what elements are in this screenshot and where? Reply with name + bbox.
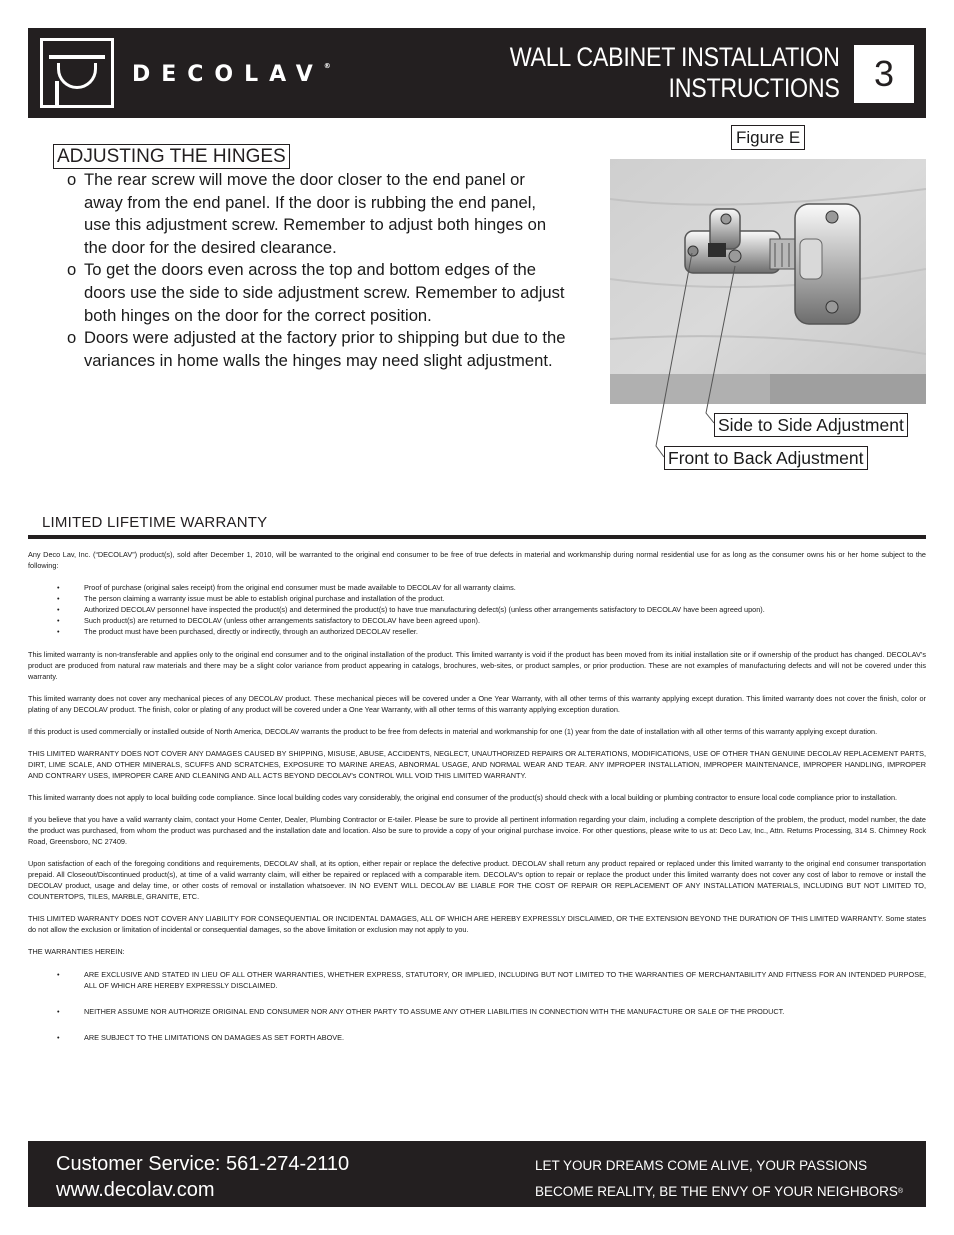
warranty-conditions-list	[28, 582, 926, 637]
hinges-heading: ADJUSTING THE HINGES	[53, 144, 290, 169]
hinge-photo	[610, 159, 926, 404]
decolav-logo-icon	[40, 38, 114, 108]
contact-info	[56, 1151, 349, 1203]
hinges-instructions-list	[67, 169, 567, 372]
warranty-intro: Any Deco Lav, Inc. (“DECOLAV”) product(s), sold after December 1, 2010, will be warranted to the original end consumer to be free of true defects in material and workmanship during normal residential use for as long as the consumer owns his or her home subject to the following:	[28, 550, 926, 570]
warranty-text	[28, 549, 926, 1058]
warranty-paragraph: This limited warranty is non-transferable and applies only to the original end consumer and to the original installation of the product. This limited warranty is void if the product has been moved from its initial installation site or if ownership of the product has changed. DECOLAV’s product are produced from natural raw materials and there may be a slight color variance from product appearing in catalogs, brochures, web-sites, or product samples, or prior production. These are not examples of manufacturing defects and will not be covered under this warranty.	[28, 650, 926, 681]
list-item: • NEITHER ASSUME NOR AUTHORIZE ORIGINAL END CONSUMER NOR ANY OTHER PARTY TO ASSUME ANY OTHER LIABILITIES IN CONNECTION WITH THE MANUFACTURE OR SALE OF THE PRODUCT.	[28, 1006, 926, 1017]
warranty-paragraph: If this product is used commercially or installed outside of North America, DECOLAV warrants the product to be free from defects in material and workmanship for one (1) year from the date of installation with all other terms of this warranty applying except duration.	[28, 727, 878, 736]
list-item: o To get the doors even across the top and bottom edges of the doors use the side to side adjustment screw. Remember to adjust both hinges on the door for the correct position.	[67, 260, 565, 325]
list-item: • The person claiming a warranty issue must be able to establish original purchase and installation of the product.	[28, 593, 926, 604]
warranty-herein-list	[28, 969, 926, 1043]
tagline: LET YOUR DREAMS COME ALIVE, YOUR PASSIONS BECOME REALITY, BE THE ENVY OF YOUR NEIGHBORS®	[535, 1158, 904, 1199]
figure-label: Figure E	[731, 125, 805, 150]
list-item: • Proof of purchase (original sales receipt) from the original end consumer must be made available to DECOLAV for all warranty claims.	[28, 582, 926, 593]
warranty-paragraph: THIS LIMITED WARRANTY DOES NOT COVER ANY DAMAGES CAUSED BY SHIPPING, MISUSE, ABUSE, ACCIDENTS, NEGLECT, UNAUTHORIZED REPAIRS OR ALTERATIONS, MODIFICATIONS, USE OF OTHER THAN GENUINE DECOLAV REPLACEMENT PARTS, DIRT, LIME SCALE, AND OTHER MINERALS, SCUFFS AND SCRATCHES, EXPOSURE TO MARINE AREAS, ABNORMAL USAGE, AND NORMAL WEAR AND TEAR. ANY IMPROPER INSTALLATION, IMPROPER MAINTENANCE, IMPROPER HANDLING, IMPROPER AND CONTRARY USES, IMPROPER CARE AND CLEANING AND ALL ACTS BEYOND DECOLAV’s CONTROL WILL VOID THIS LIMITED WARRANTY.	[28, 749, 926, 780]
divider	[28, 535, 926, 539]
warranty-paragraph: This limited warranty does not cover any mechanical pieces of any DECOLAV product. These mechanical pieces will be covered under a One Year Warranty, with all other terms of this warranty applying except duration. This limited warranty does not cover the finish, color or plating of any DECOLAV product. The finish, color or plating of any product will be covered under a One Year Warranty, with all other terms of this warranty applying exception duration.	[28, 694, 926, 714]
front-to-back-callout: Front to Back Adjustment	[664, 446, 868, 470]
page-title: WALL CABINET INSTALLATION INSTRUCTIONS	[510, 42, 840, 103]
warranty-paragraph: This limited warranty does not apply to local building code compliance. Since local building codes vary considerably, the original end consumer of the product(s) should check with a local building or plumbing contractor to ensure local code compliance prior to installation.	[28, 793, 898, 802]
list-item: • ARE EXCLUSIVE AND STATED IN LIEU OF ALL OTHER WARRANTIES, WHETHER EXPRESS, STATUTORY, OR IMPLIED, INCLUDING BUT NOT LIMITED TO THE WARRANTIES OF MERCHANTABILITY AND FITNESS FOR AN INTENDED PURPOSE, ALL OF WHICH ARE HEREBY EXPRESSLY DISCLAIMED.	[28, 969, 926, 991]
customer-service-phone: Customer Service: 561-274-2110	[56, 1153, 350, 1175]
warranty-paragraph: Upon satisfaction of each of the foregoing conditions and requirements, DECOLAV shall, at its option, either repair or replace the defective product. DECOLAV shall return any product repaired or replaced under this limited warranty to the original end consumer transportation prepaid. All Closeout/Discontinued product(s), at time of a valid warranty claim, will either be repaired or replaced with a comparable item. DECOLAV’s option to repair or replace the product under this limited warranty does not cover any cost of labor to remove or install the DECOLAV product, usage and delay time, or other costs of removal or installation whatsoever. IN NO EVENT WILL DECOLAV BE LIABLE FOR THE COST OF REPAIR OR REPLACEMENT OF ANY INSTALLATION MATERIALS, INCLUDING BUT NOT LIMITED TO, COUNTERTOPS, TILES, MARBLE, GRANITE, ETC.	[28, 859, 926, 901]
warranty-heading: LIMITED LIFETIME WARRANTY	[42, 514, 268, 531]
page-header	[28, 28, 926, 118]
list-item: • ARE SUBJECT TO THE LIMITATIONS ON DAMAGES AS SET FORTH ABOVE.	[28, 1032, 926, 1043]
warranty-herein: THE WARRANTIES HEREIN:	[28, 947, 125, 956]
list-item: o The rear screw will move the door closer to the end panel or away from the end panel. If the door is rubbing the end panel, use this adjustment screw. Remember to adjust both hinges on the door for the desired clearance.	[67, 170, 547, 257]
page-footer	[28, 1141, 926, 1207]
page-number: 3	[854, 45, 914, 103]
warranty-paragraph: THIS LIMITED WARRANTY DOES NOT COVER ANY LIABILITY FOR CONSEQUENTIAL OR INCIDENTAL DAMAGES, ALL OF WHICH ARE HEREBY EXPRESSLY DISCLAIMED, OR THE EXTENSION BEYOND THE DURATION OF THIS LIMITED WARRANTY. Some states do not allow the exclusion or limitation of incidental or consequential damages, so the above limitation or exclusion may not apply to you.	[28, 914, 926, 934]
list-item: • Authorized DECOLAV personnel have inspected the product(s) and determined the product(s) to have true manufacturing defect(s) (unless other arrangements satisfactory to DECOLAV have been agreed upon).	[28, 604, 926, 615]
side-to-side-callout: Side to Side Adjustment	[714, 413, 908, 437]
list-item: • The product must have been purchased, directly or indirectly, through an authorized DECOLAV reseller.	[28, 626, 926, 637]
website-link[interactable]: www.decolav.com	[56, 1179, 215, 1201]
list-item: o Doors were adjusted at the factory prior to shipping but due to the variances in home walls the hinges may need slight adjustment.	[67, 328, 566, 370]
list-item: • Such product(s) are returned to DECOLAV (unless other arrangements satisfactory to DECOLAV have been agreed upon).	[28, 615, 926, 626]
warranty-paragraph: If you believe that you have a valid warranty claim, contact your Home Center, Dealer, Plumbing Contractor or E-tailer. Please be sure to provide all pertinent information regarding your claim, including a complete description of the problem, the product, model number, the date the product was purchased, from whom the product was purchased and the installation date and location. Also be sure to provide a copy of your original purchase invoice. For other questions, please write to us at: Deco Lav, Inc., Attn. Returns Processing, 314 S. Chimney Rock Road, Greensboro, NC 27409.	[28, 815, 926, 846]
brand-wordmark: DECOLAV®	[132, 62, 331, 87]
